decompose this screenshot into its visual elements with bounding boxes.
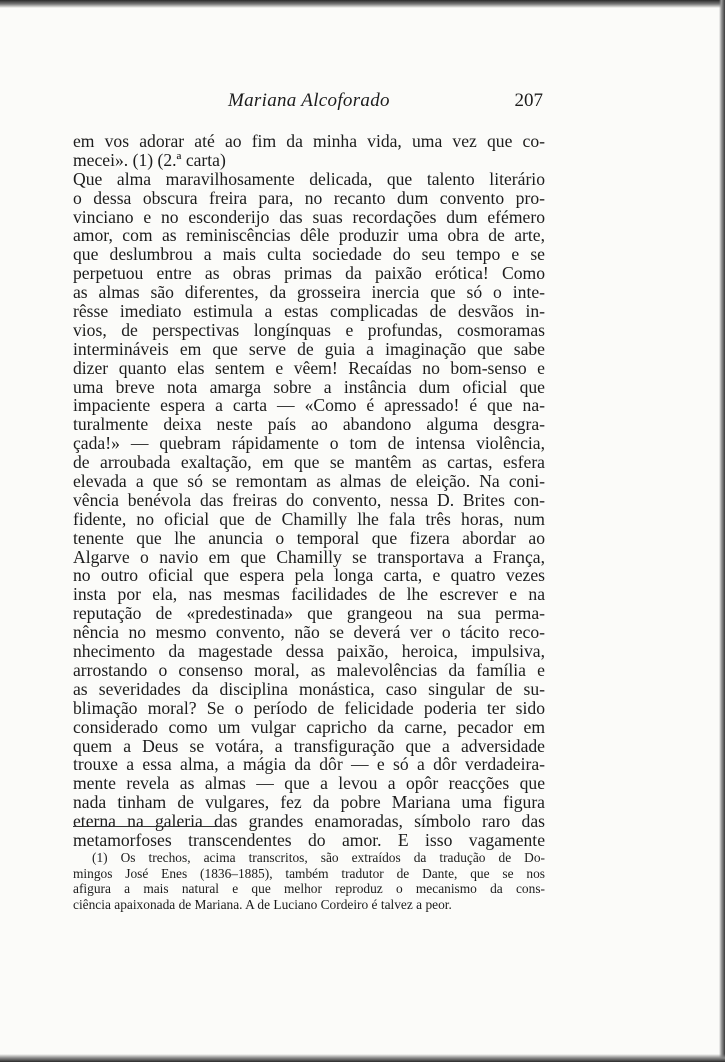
text-line: vinciano e no esconderijo das suas recordações dum efémero xyxy=(73,206,545,227)
running-title: Mariana Alcoforado xyxy=(228,90,390,111)
footnote-line: (1) Os trechos, acima transcritos, são extraídos da tradução de Do- xyxy=(92,850,545,865)
text-line: elevada a que só se remontam as almas de eleição. Na coni- xyxy=(73,471,545,492)
text-line: nada tinham de vulgares, fez da pobre Mariana uma figura xyxy=(73,792,545,813)
text-line: fidente, no oficial que de Chamilly lhe fala três horas, num xyxy=(73,508,545,529)
text-line: que deslumbrou a mais culta sociedade do seu tempo e se xyxy=(73,244,545,265)
text-line: as almas são diferentes, da grosseira inercia que só o inte- xyxy=(73,282,545,303)
text-line: de arroubada exaltação, em que se mantêm as cartas, esfera xyxy=(73,452,545,473)
text-line: çada!» — quebram rápidamente o tom de intensa violência, xyxy=(73,433,545,454)
footnotes xyxy=(73,850,545,912)
text-line: nência no mesmo convento, não se deverá ver o tácito reco- xyxy=(73,622,545,643)
text-line: dizer quanto elas sentem e vêem! Recaídas no bom-senso e xyxy=(73,357,545,378)
text-line: impaciente espera a carta — «Como é apressado! é que na- xyxy=(73,395,545,416)
page-number: 207 xyxy=(514,90,543,111)
text-line: reputação de «predestinada» que grangeou na sua perma- xyxy=(73,603,545,624)
body-text xyxy=(73,132,545,850)
text-line: rêsse imediato estimula a estas complicadas de desvãos in- xyxy=(73,301,545,322)
text-line: trouxe a essa alma, a mágia da dôr — e só a dôr verdadeira- xyxy=(73,754,545,775)
page-right-shadow xyxy=(719,0,725,1062)
text-line: turalmente deixa neste país ao abandono alguma desgra- xyxy=(73,414,545,435)
text-line: as severidades da disciplina monástica, caso singular de su- xyxy=(73,678,545,699)
text-line: Que alma maravilhosamente delicada, que talento literário xyxy=(73,168,545,189)
text-line: mente revela as almas — que a levou a opôr reacções que xyxy=(73,773,545,794)
text-line: tenente que lhe anuncia o temporal que fizera abordar ao xyxy=(73,527,545,548)
text-line: vência benévola das freiras do convento, nessa D. Brites con- xyxy=(73,489,545,510)
text-line: no outro oficial que espera pela longa carta, e quatro vezes xyxy=(73,565,545,586)
text-line: amor, com as reminiscências dêle produzir uma obra de arte, xyxy=(73,225,545,246)
footnote-line: mingos José Enes (1836–1885), também tradutor de Dante, que se nos xyxy=(73,865,545,881)
text-line: intermináveis em que serve de guia a imaginação que sabe xyxy=(73,338,545,359)
text-line: uma breve nota amarga sobre a instância dum oficial que xyxy=(73,376,545,397)
text-line: insta por ela, nas mesmas facilidades de lhe escrever e na xyxy=(73,584,545,605)
text-line: quem a Deus se votára, a transfiguração que a adversidade xyxy=(73,735,545,756)
text-line: perpetuou entre as obras primas da paixão erótica! Como xyxy=(73,263,545,284)
text-line: Algarve o navio em que Chamilly se transportava a França, xyxy=(73,546,545,567)
footnote-line: ciência apaixonada de Mariana. A de Luciano Cordeiro é talvez a peor. xyxy=(73,896,452,912)
text-line: vios, de perspectivas longínquas e profundas, cosmoramas xyxy=(73,319,545,340)
text-line: eterna na galeria das grandes enamoradas, símbolo raro das xyxy=(73,811,545,832)
text-line: metamorfoses transcendentes do amor. E isso vagamente xyxy=(73,829,545,850)
footnote-divider xyxy=(73,826,223,827)
text-line: em vos adorar até ao fim da minha vida, uma vez que co- xyxy=(73,131,545,151)
footnote-line: afigura a mais natural e que melhor reproduz o mecanismo da cons- xyxy=(73,881,545,896)
text-line: o dessa obscura freira para, no recanto dum convento pro- xyxy=(73,187,545,208)
text-line: blimação moral? Se o período de felicidade poderia ter sido xyxy=(73,697,545,718)
text-line: nhecimento da magestade dessa paixão, heroica, impulsiva, xyxy=(73,641,545,662)
page-header xyxy=(73,90,543,116)
page-top-shadow xyxy=(0,0,725,8)
text-line: mecei». (1) (2.ª carta) xyxy=(73,149,226,170)
text-line: considerado como um vulgar capricho da carne, pecador em xyxy=(73,716,545,737)
text-line: arrostando o consenso moral, as malevolências da família e xyxy=(73,659,545,680)
page-bottom-shadow xyxy=(0,1054,725,1062)
